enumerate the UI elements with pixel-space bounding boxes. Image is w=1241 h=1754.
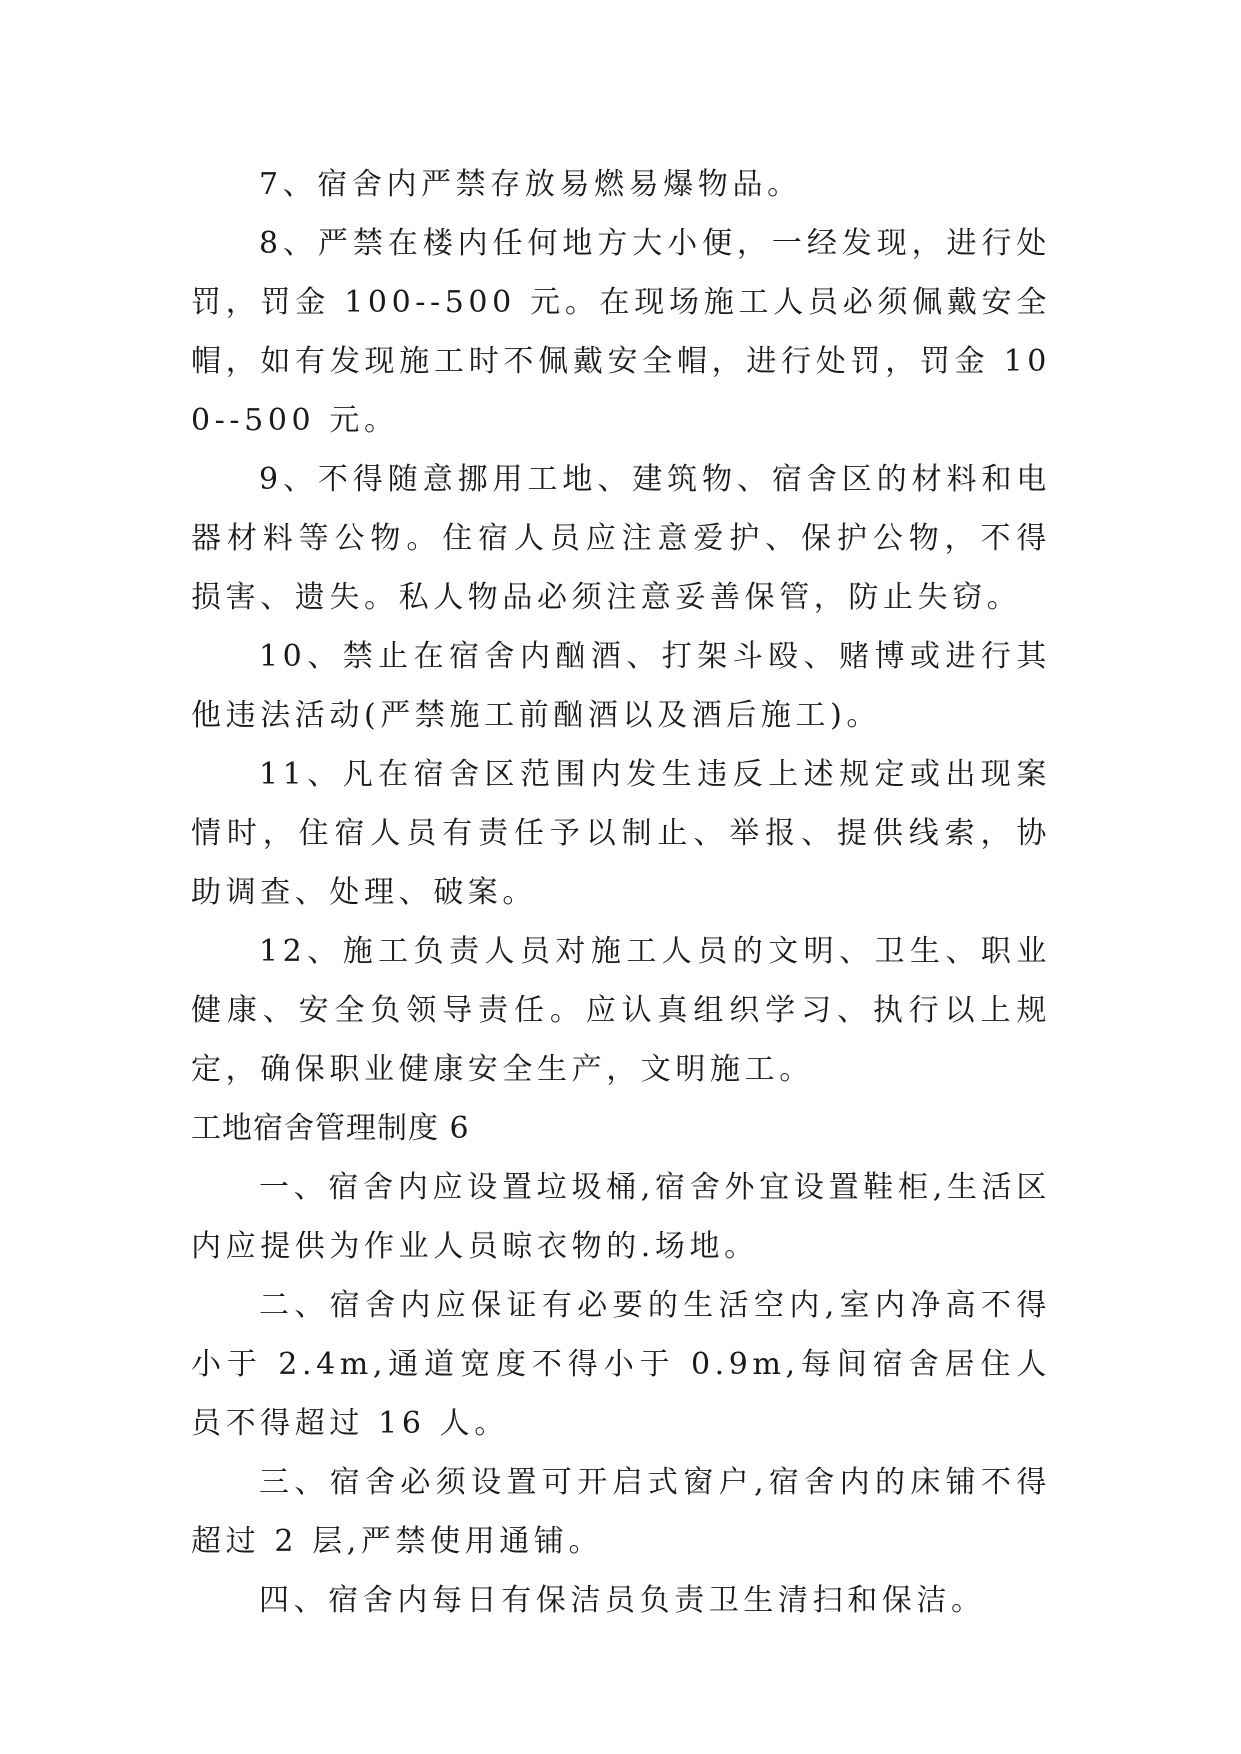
paragraph-section-1: 一、宿舍内应设置垃圾桶,宿舍外宜设置鞋柜,生活区内应提供为作业人员晾衣物的.场地。 <box>191 1170 1051 1264</box>
paragraph-section-4: 四、宿舍内每日有保洁员负责卫生清扫和保洁。 <box>259 1583 986 1618</box>
paragraph-rule-10: 10、禁止在宿舍内酗酒、打架斗殴、赌博或进行其他违法活动(严禁施工前酗酒以及酒后施工)。 <box>191 639 1051 733</box>
paragraph-section-2: 二、宿舍内应保证有必要的生活空内,室内净高不得小于 2.4m,通道宽度不得小于 0.9m,每间宿舍居住人员不得超过 16 人。 <box>191 1288 1051 1441</box>
paragraph-rule-8: 8、严禁在楼内任何地方大小便，一经发现，进行处罚，罚金 100--500 元。在现场施工人员必须佩戴安全帽，如有发现施工时不佩戴安全帽，进行处罚，罚金 100--500 元。 <box>191 226 1051 438</box>
paragraph-section-3: 三、宿舍必须设置可开启式窗户,宿舍内的床铺不得超过 2 层,严禁使用通铺。 <box>191 1465 1051 1559</box>
paragraph-rule-9: 9、不得随意挪用工地、建筑物、宿舍区的材料和电器材料等公物。住宿人员应注意爱护、保护公物，不得损害、遗失。私人物品必须注意妥善保管，防止失窃。 <box>191 462 1051 615</box>
paragraph-rule-7: 7、宿舍内严禁存放易燃易爆物品。 <box>259 167 802 202</box>
paragraph-rule-12: 12、施工负责人员对施工人员的文明、卫生、职业健康、安全负领导责任。应认真组织学习、执行以上规定，确保职业健康安全生产，文明施工。 <box>191 934 1051 1087</box>
document-body <box>191 155 1051 1630</box>
paragraph-rule-11: 11、凡在宿舍区范围内发生违反上述规定或出现案情时，住宿人员有责任予以制止、举报、提供线索，协助调查、处理、破案。 <box>191 757 1051 910</box>
section-title: 工地宿舍管理制度 6 <box>191 1111 470 1146</box>
